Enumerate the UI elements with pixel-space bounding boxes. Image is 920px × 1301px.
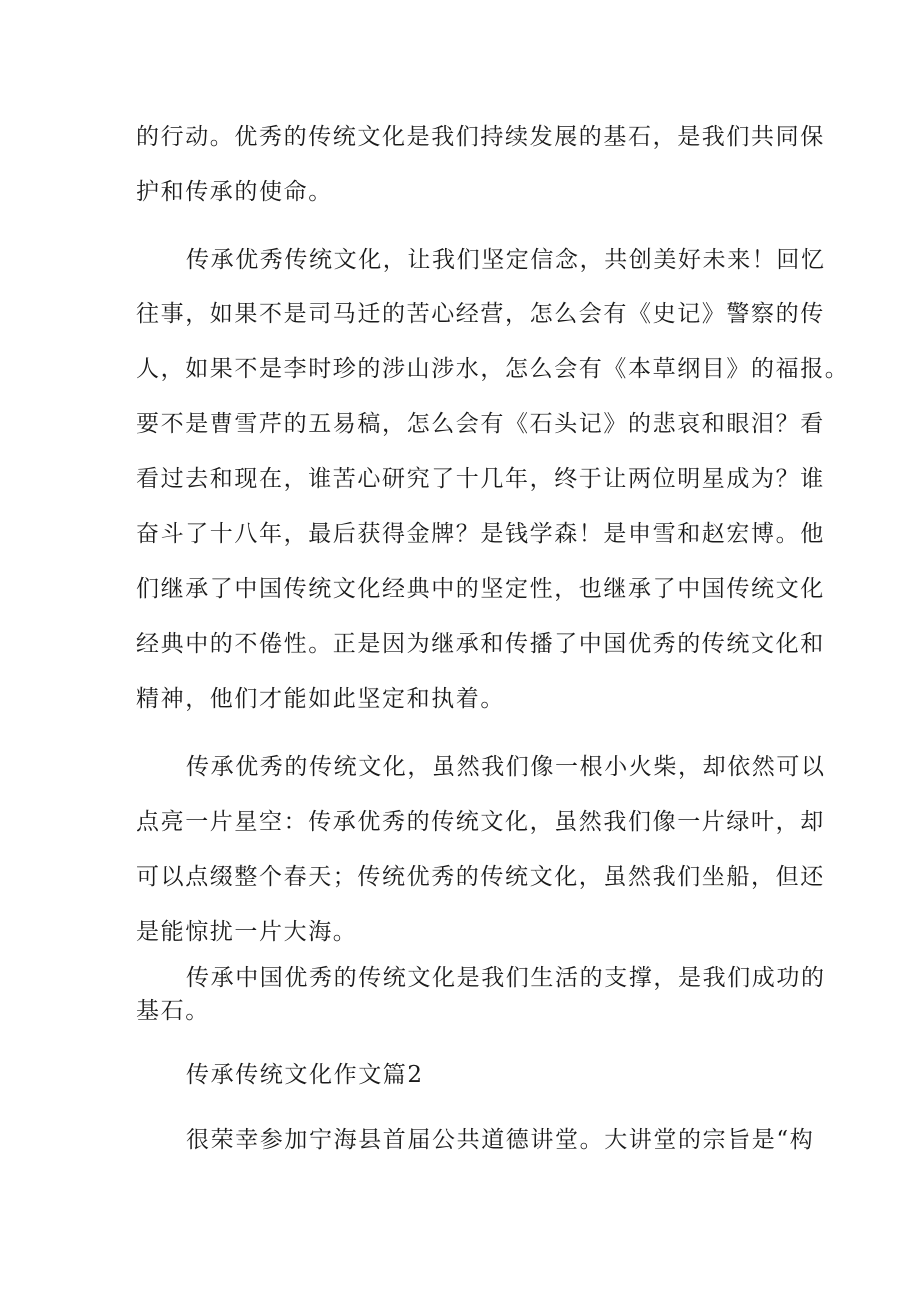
paragraph-2-line-5: 看过去和现在，谁苦心研究了十几年，终于让两位明星成为？谁 bbox=[136, 466, 825, 492]
paragraph-1-line-1: 的行动。优秀的传统文化是我们持续发展的基石，是我们共同保 bbox=[136, 124, 825, 150]
paragraph-3-line-1: 传承优秀的传统文化，虽然我们像一根小火柴，却依然可以 bbox=[186, 754, 826, 780]
paragraph-2-line-1: 传承优秀传统文化，让我们坚定信念，共创美好未来！回忆 bbox=[186, 247, 826, 273]
paragraph-3-line-4: 是能惊扰一片大海。 bbox=[136, 919, 358, 945]
paragraph-2-line-3: 人，如果不是李时珍的涉山涉水，怎么会有《本草纲目》的福报。 bbox=[136, 356, 850, 382]
paragraph-2-line-8: 经典中的不倦性。正是因为继承和传播了中国优秀的传统文化和 bbox=[136, 631, 825, 657]
paragraph-4-line-2: 基石。 bbox=[136, 998, 210, 1024]
paragraph-2-line-4: 要不是曹雪芹的五易稿，怎么会有《石头记》的悲哀和眼泪？看 bbox=[136, 411, 825, 437]
paragraph-3-line-3: 可以点缀整个春天；传统优秀的传统文化，虽然我们坐船，但还 bbox=[136, 864, 825, 890]
paragraph-1-line-2: 护和传承的使命。 bbox=[136, 179, 333, 205]
paragraph-2-line-2: 往事，如果不是司马迁的苦心经营，怎么会有《史记》警察的传 bbox=[136, 301, 825, 327]
section-heading: 传承传统文化作文篇2 bbox=[186, 1062, 424, 1088]
paragraph-2-line-9: 精神，他们才能如此坚定和执着。 bbox=[136, 686, 505, 712]
paragraph-4-line-1: 传承中国优秀的传统文化是我们生活的支撑，是我们成功的 bbox=[186, 965, 826, 991]
paragraph-2-line-6: 奋斗了十八年，最后获得金牌？是钱学森！是申雪和赵宏博。他 bbox=[136, 521, 825, 547]
paragraph-2-line-7: 们继承了中国传统文化经典中的坚定性，也继承了中国传统文化 bbox=[136, 576, 825, 602]
paragraph-3-line-2: 点亮一片星空：传承优秀的传统文化，虽然我们像一片绿叶，却 bbox=[136, 809, 825, 835]
paragraph-5-line-1: 很荣幸参加宁海县首届公共道德讲堂。大讲堂的宗旨是“构 bbox=[186, 1127, 815, 1153]
